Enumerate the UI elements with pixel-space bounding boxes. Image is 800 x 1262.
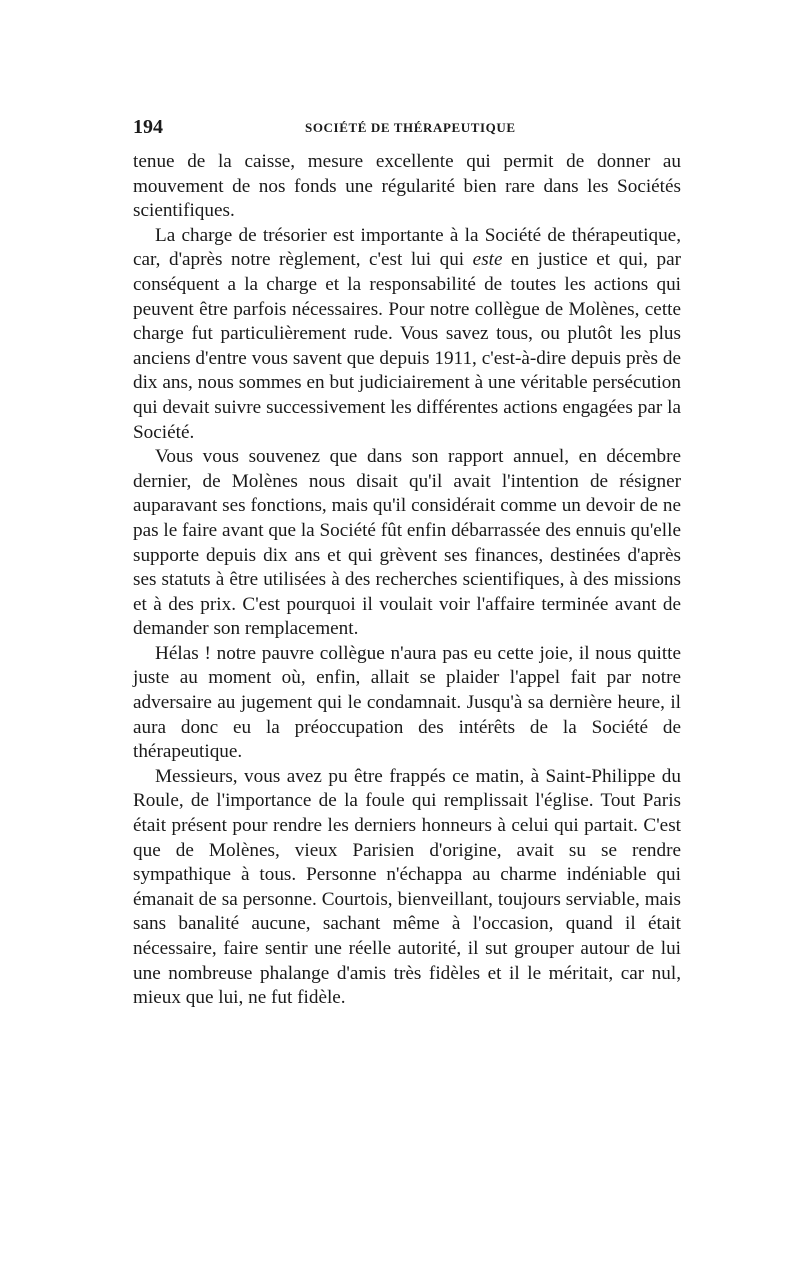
- paragraph-text-before: La charge de trésorier est importante à la Société de thérapeutique, car, d'après notre règlement, c'est lui qui: [133, 224, 681, 271]
- paragraph-messieurs: [133, 765, 681, 1011]
- running-title: SOCIÉTÉ DE THÉRAPEUTIQUE: [305, 120, 516, 135]
- italic-word: este: [472, 249, 503, 271]
- paragraph-continuation: [133, 150, 681, 224]
- body-text: [133, 150, 681, 1011]
- paragraph-text: Messieurs, vous avez pu être frappés ce matin, à Saint-Philippe du Roule, de l'importance de la foule qui remplissait l'église. Tout Paris était présent pour rendre les derniers honneurs à celui qui partait. C'est que de Molènes, vieux Parisien d'origine, avait su se rendre sympathique à tous. Personne n'échappa au charme indéniable qui émanait de sa personne. Courtois, bienveillant, toujours serviable, mais sans banalité aucune, sachant même à l'occasion, quand il était nécessaire, faire sentir une réelle autorité, il sut grouper autour de lui une nombreuse phalange d'amis très fidèles et il le méritait, car nul, mieux que lui, ne fut fidèle.: [133, 765, 681, 1009]
- paragraph-text: Vous vous souvenez que dans son rapport annuel, en décembre dernier, de Molènes nous disait qu'il avait l'intention de résigner auparavant ses fonctions, mais qu'il considérait comme un devoir de ne pas le faire avant que la Société fût enfin débarrassée des ennuis qu'elle supporte depuis dix ans et qui grèvent ses finances, destinées d'après ses statuts à être utilisées à des recherches scientifiques, à des missions et à des prix. C'est pourquoi il voulait voir l'affaire terminée avant de demander son remplacement.: [133, 446, 681, 640]
- paragraph-text: tenue de la caisse, mesure excellente qui permit de donner au mouvement de nos fonds une régularité bien rare dans les Sociétés scientifiques.: [133, 151, 681, 222]
- paragraph-text-after: en justice et qui, par conséquent a la charge et la responsabilité de toutes les actions qui peuvent être parfois nécessaires. Pour notre collègue de Molènes, cette charge fut particulièrement rude. Vous savez tous, ou plutôt les plus anciens d'entre vous savent que depuis 1911, c'est-à-dire depuis près de dix ans, nous sommes en but judiciairement à une véritable persécution qui devait suivre successivement les différentes actions engagées par la Société.: [133, 249, 682, 443]
- paragraph-annual-report: [133, 445, 681, 642]
- paragraph-helas: [133, 642, 681, 765]
- paragraph-treasurer-charge: [133, 224, 681, 445]
- running-header: [133, 115, 678, 139]
- page-number: 194: [133, 116, 163, 138]
- paragraph-text: Hélas ! notre pauvre collègue n'aura pas eu cette joie, il nous quitte juste au moment où, enfin, allait se plaider l'appel fait par notre adversaire au jugement qui le condamnait. Jusqu'à sa dernière heure, il aura donc eu la préoccupation des intérêts de la Société de thérapeutique.: [133, 642, 681, 763]
